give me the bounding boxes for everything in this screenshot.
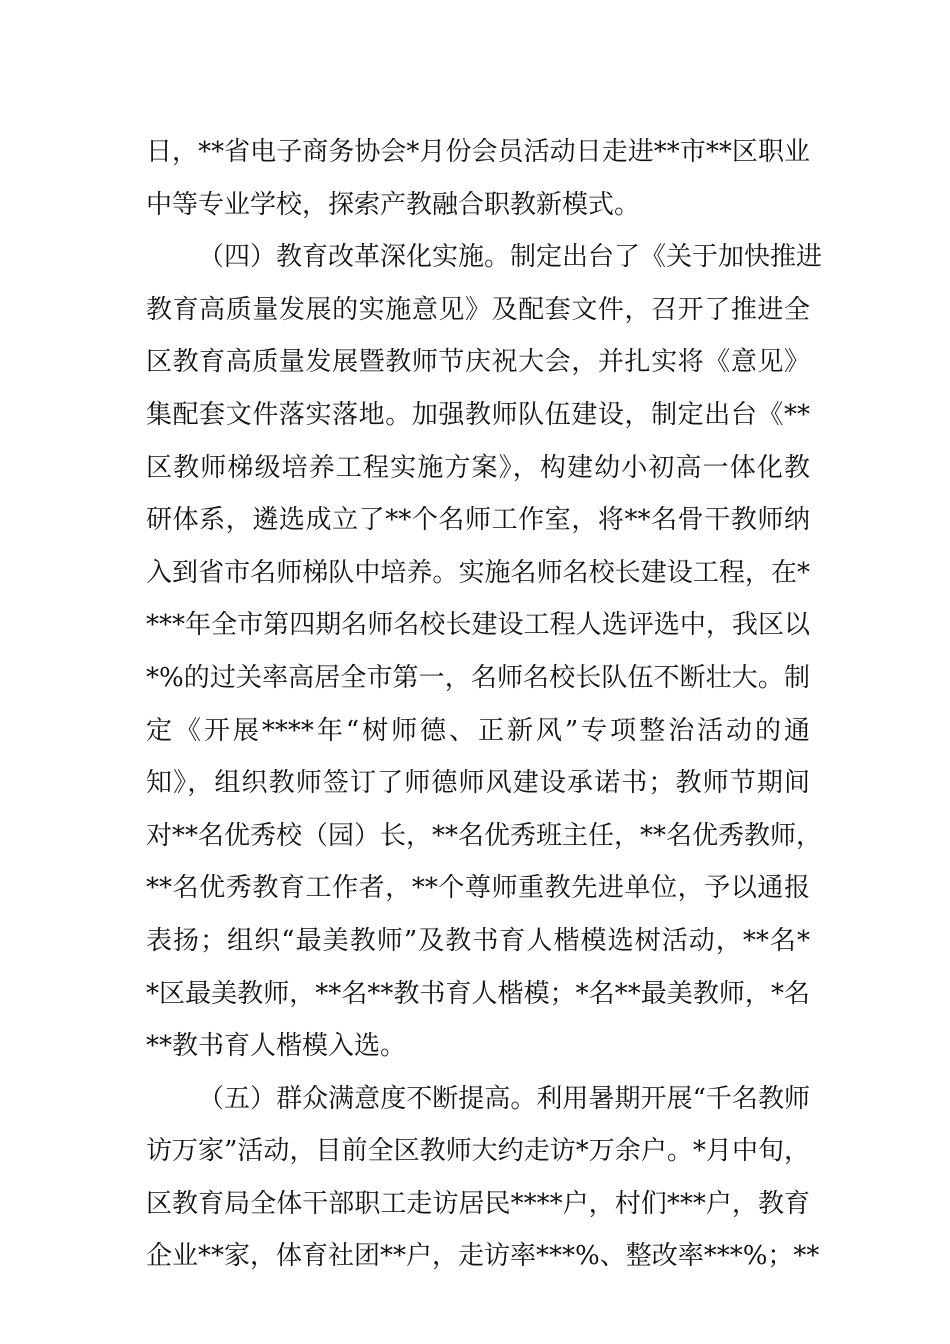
text-line: 集配套文件落实落地。加强教师队伍建设，制定出台《** (146, 399, 810, 430)
text-line: 入到省市名师梯队中培养。实施名师名校长建设工程，在* (146, 557, 810, 588)
text-line: 对**名优秀校（园）长，**名优秀班主任，**名优秀教师， (146, 820, 823, 851)
text-line: 知》，组织教师签订了师德师风建设承诺书；教师节期间 (146, 768, 810, 799)
text-line: 中等专业学校，探索产教融合职教新模式。 (146, 189, 641, 220)
text-line: 区教育局全体干部职工走访居民****户，村们***户，教育 (146, 1188, 810, 1219)
text-line: **名优秀教育工作者，**个尊师重教先进单位，予以通报 (146, 873, 810, 904)
body-text (146, 126, 823, 1283)
text-line: 定《开展****年“树师德、正新风”专项整治活动的通 (146, 715, 810, 746)
section-heading-line: （四）教育改革深化实施。制定出台了《关于加快推进 (198, 242, 823, 273)
text-line: ***年全市第四期名师名校长建设工程人选评选中，我区以 (146, 610, 810, 641)
text-line: 表扬；组织“最美教师”及教书育人楷模选树活动，**名* (146, 925, 810, 956)
text-line: 区教师梯级培养工程实施方案》，构建幼小初高一体化教 (146, 452, 810, 483)
text-line: *%的过关率高居全市第一，名师名校长队伍不断壮大。制 (146, 662, 810, 693)
text-line: **教书育人楷模入选。 (146, 1031, 407, 1062)
text-line: 访万家”活动，目前全区教师大约走访*万余户。*月中旬， (146, 1136, 810, 1167)
section-heading-line: （五）群众满意度不断提高。利用暑期开展“千名教师 (198, 1083, 810, 1114)
text-line: 日，**省电子商务协会*月份会员活动日走进**市**区职业 (146, 137, 810, 167)
text-line: 企业**家，体育社团**户，走访率***%、整改率***%；** (146, 1241, 820, 1272)
text-line: 教育高质量发展的实施意见》及配套文件，召开了推进全 (146, 294, 810, 325)
text-line: 区教育高质量发展暨教师节庆祝大会，并扎实将《意见》 (146, 347, 810, 378)
text-line: *区最美教师，**名**教书育人楷模；*名**最美教师，*名 (146, 978, 810, 1009)
text-line: 研体系，遴选成立了**个名师工作室，将**名骨干教师纳 (146, 505, 810, 536)
